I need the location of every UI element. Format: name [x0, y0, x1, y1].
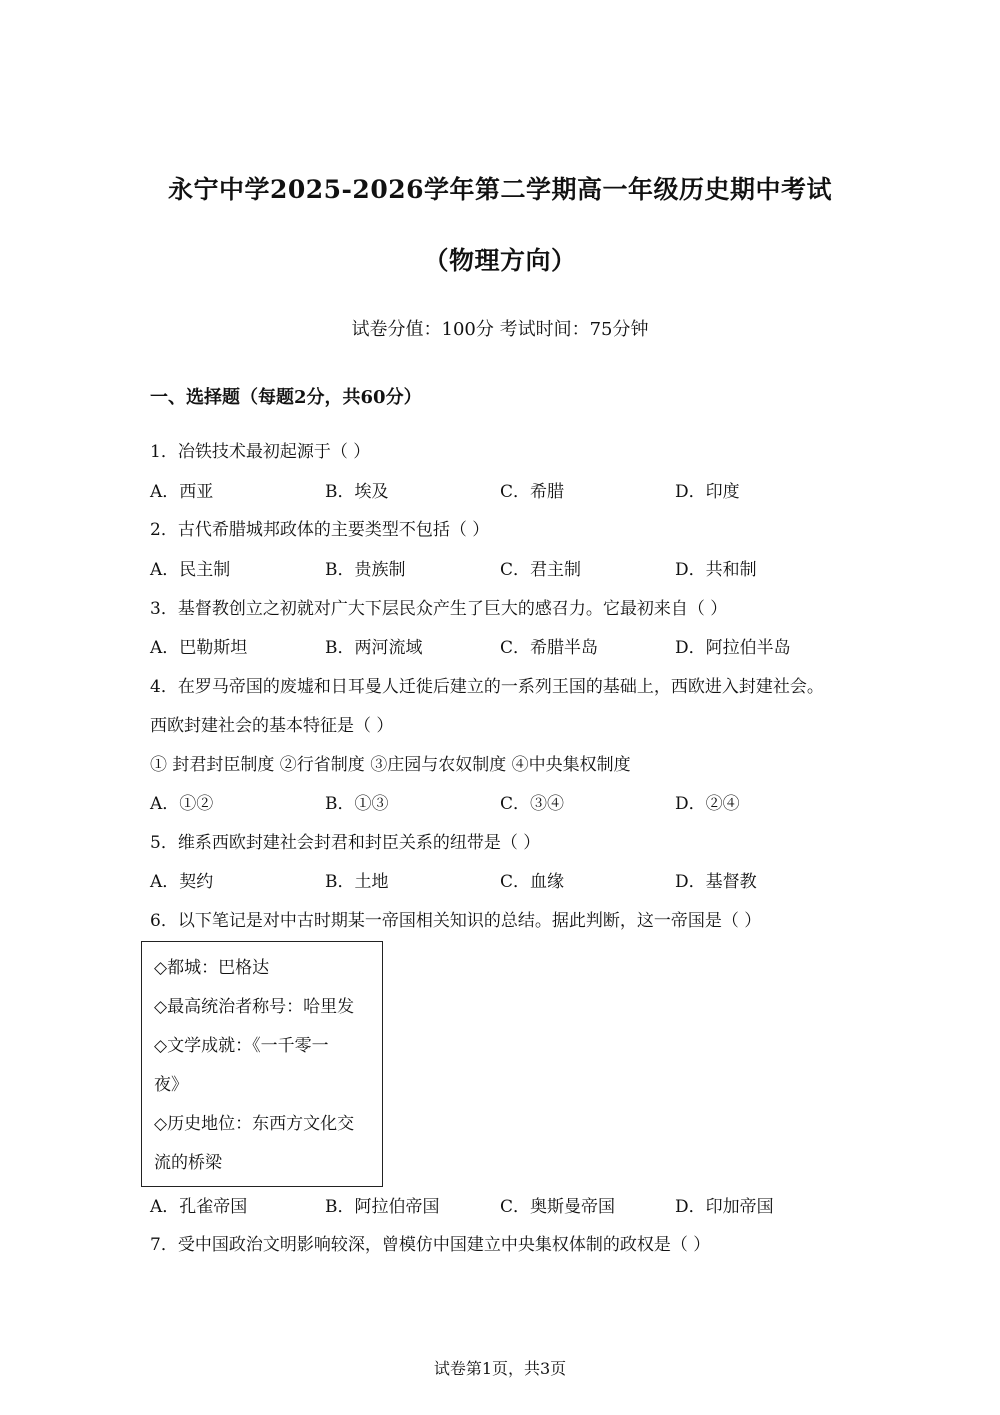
question-6-option-b: B．阿拉伯帝国 — [325, 1197, 440, 1217]
note-line: ◇文学成就：《一千零一 — [154, 1036, 329, 1056]
question-6-option-c: C．奥斯曼帝国 — [500, 1197, 616, 1217]
question-1-option-b: B．埃及 — [325, 482, 389, 502]
question-4-option-d: D．②④ — [675, 794, 740, 814]
question-4-option-a: A．①② — [150, 794, 214, 814]
page-footer: 试卷第1页，共3页 — [433, 1359, 567, 1378]
question-3-option-d: D．阿拉伯半岛 — [675, 638, 791, 658]
question-2-option-d: D．共和制 — [675, 560, 757, 580]
question-3-option-c: C．希腊半岛 — [500, 638, 599, 658]
question-3-stem: 3．基督教创立之初就对广大下层民众产生了巨大的感召力。它最初来自（ ） — [150, 599, 728, 619]
question-2-stem: 2．古代希腊城邦政体的主要类型不包括（ ） — [150, 520, 490, 540]
question-6-note-box — [141, 941, 383, 1187]
question-4-stem: 4．在罗马帝国的废墟和日耳曼人迁徙后建立的一系列王国的基础上，西欧进入封建社会。 — [150, 677, 824, 697]
question-4-option-b: B．①③ — [325, 794, 389, 814]
question-4-options — [150, 789, 850, 813]
question-5-option-b: B．土地 — [325, 872, 389, 892]
question-6-option-d: D．印加帝国 — [675, 1197, 774, 1217]
exam-info: 试卷分值：100分 考试时间：75分钟 — [351, 319, 649, 340]
question-5-stem: 5．维系西欧封建社会封君和封臣关系的纽带是（ ） — [150, 833, 541, 853]
question-1-stem: 1．冶铁技术最初起源于（ ） — [150, 442, 371, 462]
question-2-option-a: A．民主制 — [150, 560, 231, 580]
question-3-option-a: A．巴勒斯坦 — [150, 638, 248, 658]
question-2-option-c: C．君主制 — [500, 560, 582, 580]
question-5-options — [150, 867, 850, 891]
question-1-options — [150, 477, 850, 501]
question-4-stem-cont: 西欧封建社会的基本特征是（ ） — [150, 716, 394, 736]
question-7-stem: 7．受中国政治文明影响较深，曾模仿中国建立中央集权体制的政权是（ ） — [150, 1235, 711, 1255]
exam-title: 永宁中学2025-2026学年第二学期高一年级历史期中考试 — [167, 175, 833, 204]
note-line: ◇最高统治者称号：哈里发 — [154, 997, 355, 1017]
question-6-stem: 6．以下笔记是对中古时期某一帝国相关知识的总结。据此判断，这一帝国是（ ） — [150, 911, 762, 931]
question-5-option-c: C．血缘 — [500, 872, 565, 892]
question-2-options — [150, 555, 850, 579]
question-4-option-c: C．③④ — [500, 794, 565, 814]
question-1-option-a: A．西亚 — [150, 482, 214, 502]
question-6-option-a: A．孔雀帝国 — [150, 1197, 248, 1217]
note-line: ◇都城：巴格达 — [154, 958, 270, 978]
note-line: 流的桥梁 — [154, 1153, 222, 1173]
question-3-option-b: B．两河流域 — [325, 638, 423, 658]
question-5-option-a: A．契约 — [150, 872, 214, 892]
question-3-options — [150, 633, 850, 657]
note-line: 夜》 — [154, 1075, 188, 1095]
question-4-items: ① 封君封臣制度 ②行省制度 ③庄园与农奴制度 ④中央集权制度 — [150, 755, 631, 775]
exam-subtitle: （物理方向） — [423, 246, 577, 275]
question-6-options — [150, 1192, 850, 1216]
question-5-option-d: D．基督教 — [675, 872, 757, 892]
section-heading: 一、选择题（每题2分，共60分） — [150, 387, 422, 408]
question-1-option-c: C．希腊 — [500, 482, 565, 502]
question-1-option-d: D．印度 — [675, 482, 740, 502]
note-line: ◇历史地位：东西方文化交 — [154, 1114, 355, 1134]
question-2-option-b: B．贵族制 — [325, 560, 406, 580]
